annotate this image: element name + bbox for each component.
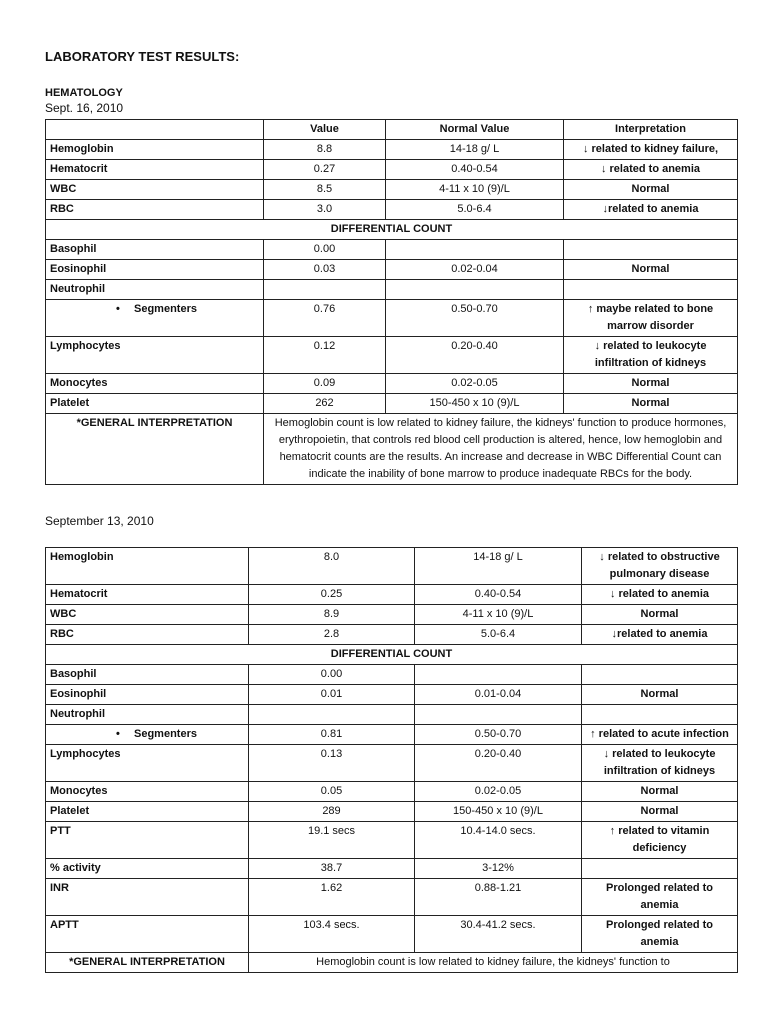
test-name: Basophil [46, 665, 249, 685]
test-name: Neutrophil [46, 280, 264, 300]
test-value: 0.27 [264, 160, 386, 180]
normal-value [415, 665, 582, 685]
test-name: Segmenters [134, 303, 197, 315]
table-row [46, 879, 738, 916]
test-name: Eosinophil [46, 685, 249, 705]
test-name: INR [46, 879, 249, 916]
document-title: LABORATORY TEST RESULTS: [45, 49, 240, 64]
general-interpretation-row [46, 414, 738, 485]
test-name: Hemoglobin [46, 140, 264, 160]
interpretation: ↓related to anemia [564, 200, 738, 220]
general-interpretation-text: Hemoglobin count is low related to kidney failure, the kidneys' function to [249, 953, 738, 973]
interpretation: ↓ related to anemia [582, 585, 738, 605]
interpretation: ↓ related to obstructive pulmonary disease [582, 548, 738, 585]
normal-value: 3-12% [415, 859, 582, 879]
interpretation: Prolonged related to anemia [582, 916, 738, 953]
test-name: APTT [46, 916, 249, 953]
test-value: 0.00 [249, 665, 415, 685]
test-value: 8.9 [249, 605, 415, 625]
normal-value: 4-11 x 10 (9)/L [386, 180, 564, 200]
normal-value: 0.02-0.04 [386, 260, 564, 280]
test-name: Hematocrit [46, 160, 264, 180]
test-value: 38.7 [249, 859, 415, 879]
header-cell [46, 120, 264, 140]
interpretation [582, 859, 738, 879]
normal-value [415, 705, 582, 725]
header-value: Value [264, 120, 386, 140]
test-value: 0.13 [249, 745, 415, 782]
normal-value [386, 280, 564, 300]
test-value: 8.5 [264, 180, 386, 200]
test-name: Hemoglobin [46, 548, 249, 585]
table-row [46, 374, 738, 394]
normal-value: 0.02-0.05 [386, 374, 564, 394]
normal-value: 30.4-41.2 secs. [415, 916, 582, 953]
interpretation: Normal [564, 374, 738, 394]
normal-value: 0.40-0.54 [386, 160, 564, 180]
normal-value: 14-18 g/ L [415, 548, 582, 585]
table-row [46, 160, 738, 180]
interpretation: Normal [564, 394, 738, 414]
differential-count-heading: DIFFERENTIAL COUNT [46, 645, 738, 665]
interpretation [582, 665, 738, 685]
header-normal-value: Normal Value [386, 120, 564, 140]
bullet-icon: • [116, 303, 120, 315]
test-value: 0.03 [264, 260, 386, 280]
normal-value: 0.40-0.54 [415, 585, 582, 605]
table-row [46, 725, 738, 745]
normal-value: 10.4-14.0 secs. [415, 822, 582, 859]
header-interpretation: Interpretation [564, 120, 738, 140]
table-row [46, 585, 738, 605]
interpretation: ↓ related to anemia [564, 160, 738, 180]
normal-value: 0.02-0.05 [415, 782, 582, 802]
test-value [264, 280, 386, 300]
table-row [46, 705, 738, 725]
test-value: 8.8 [264, 140, 386, 160]
differential-count-row [46, 645, 738, 665]
hematology-table-sept-16 [45, 119, 738, 485]
interpretation: ↓ related to leukocyte infiltration of kidneys [564, 337, 738, 374]
interpretation: ↑ related to acute infection [582, 725, 738, 745]
normal-value: 5.0-6.4 [386, 200, 564, 220]
table-row [46, 916, 738, 953]
interpretation: Normal [582, 802, 738, 822]
normal-value: 0.50-0.70 [386, 300, 564, 337]
interpretation: Prolonged related to anemia [582, 879, 738, 916]
test-name: Platelet [46, 802, 249, 822]
test-value: 0.09 [264, 374, 386, 394]
table-row [46, 745, 738, 782]
table-row [46, 180, 738, 200]
test-value: 2.8 [249, 625, 415, 645]
interpretation [564, 240, 738, 260]
table-row [46, 240, 738, 260]
interpretation: Normal [582, 605, 738, 625]
normal-value: 4-11 x 10 (9)/L [415, 605, 582, 625]
table-row [46, 394, 738, 414]
test-value: 19.1 secs [249, 822, 415, 859]
table-row [46, 782, 738, 802]
test-name-indented [46, 300, 264, 337]
normal-value: 5.0-6.4 [415, 625, 582, 645]
interpretation: Normal [564, 180, 738, 200]
normal-value: 150-450 x 10 (9)/L [415, 802, 582, 822]
normal-value: 150-450 x 10 (9)/L [386, 394, 564, 414]
test-name: Segmenters [134, 728, 197, 740]
table-row [46, 200, 738, 220]
interpretation: ↓related to anemia [582, 625, 738, 645]
interpretation [564, 280, 738, 300]
table-row [46, 802, 738, 822]
test-name: RBC [46, 625, 249, 645]
hematology-table-sept-13 [45, 547, 738, 973]
general-interpretation-label: *GENERAL INTERPRETATION [46, 414, 264, 485]
test-name: Neutrophil [46, 705, 249, 725]
table-row [46, 625, 738, 645]
test-name: WBC [46, 180, 264, 200]
interpretation [582, 705, 738, 725]
bullet-icon: • [116, 728, 120, 740]
normal-value: 0.20-0.40 [386, 337, 564, 374]
test-name: Lymphocytes [46, 337, 264, 374]
differential-count-heading: DIFFERENTIAL COUNT [46, 220, 738, 240]
test-value: 8.0 [249, 548, 415, 585]
test-value: 103.4 secs. [249, 916, 415, 953]
normal-value: 14-18 g/ L [386, 140, 564, 160]
test-value: 0.05 [249, 782, 415, 802]
table-row [46, 140, 738, 160]
test-value: 289 [249, 802, 415, 822]
normal-value: 0.88-1.21 [415, 879, 582, 916]
test-value: 262 [264, 394, 386, 414]
test-name: % activity [46, 859, 249, 879]
table-row [46, 337, 738, 374]
interpretation: Normal [582, 685, 738, 705]
test-value: 0.01 [249, 685, 415, 705]
test-name: PTT [46, 822, 249, 859]
interpretation: ↓ related to leukocyte infiltration of kidneys [582, 745, 738, 782]
table1-date: Sept. 16, 2010 [45, 101, 124, 115]
normal-value: 0.01-0.04 [415, 685, 582, 705]
test-value: 0.76 [264, 300, 386, 337]
interpretation: ↑ related to vitamin deficiency [582, 822, 738, 859]
interpretation: ↑ maybe related to bone marrow disorder [564, 300, 738, 337]
test-name: Lymphocytes [46, 745, 249, 782]
test-name: Eosinophil [46, 260, 264, 280]
table-row [46, 548, 738, 585]
table-row [46, 665, 738, 685]
test-value: 3.0 [264, 200, 386, 220]
general-interpretation-text: Hemoglobin count is low related to kidney failure, the kidneys' function to produce hormones, erythropoietin, that controls red blood cell production is altered, hence, low hemoglobin and hematocrit counts are the results. An increase and decrease in WBC Differential Count can indicate the inability of bone marrow to produce inadequate RBCs for the body. [264, 414, 738, 485]
table-row [46, 260, 738, 280]
general-interpretation-label: *GENERAL INTERPRETATION [46, 953, 249, 973]
interpretation: ↓ related to kidney failure, [564, 140, 738, 160]
test-name: Platelet [46, 394, 264, 414]
test-value: 0.00 [264, 240, 386, 260]
normal-value [386, 240, 564, 260]
test-name-indented [46, 725, 249, 745]
table-header-row [46, 120, 738, 140]
table-row [46, 685, 738, 705]
normal-value: 0.50-0.70 [415, 725, 582, 745]
section-heading: HEMATOLOGY [45, 87, 123, 99]
test-value [249, 705, 415, 725]
differential-count-row [46, 220, 738, 240]
test-name: Monocytes [46, 374, 264, 394]
table-row [46, 605, 738, 625]
interpretation: Normal [582, 782, 738, 802]
test-name: WBC [46, 605, 249, 625]
test-name: RBC [46, 200, 264, 220]
test-value: 0.81 [249, 725, 415, 745]
table-row [46, 859, 738, 879]
table-row [46, 822, 738, 859]
table2-date: September 13, 2010 [45, 514, 154, 528]
interpretation: Normal [564, 260, 738, 280]
table-row [46, 280, 738, 300]
test-name: Hematocrit [46, 585, 249, 605]
test-name: Monocytes [46, 782, 249, 802]
normal-value: 0.20-0.40 [415, 745, 582, 782]
general-interpretation-row [46, 953, 738, 973]
test-value: 1.62 [249, 879, 415, 916]
test-name: Basophil [46, 240, 264, 260]
table-row [46, 300, 738, 337]
test-value: 0.25 [249, 585, 415, 605]
test-value: 0.12 [264, 337, 386, 374]
